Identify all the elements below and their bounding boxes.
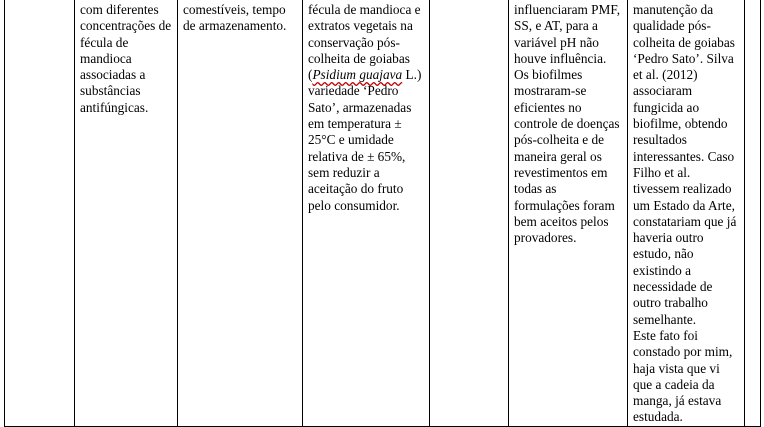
cell-text-part: L.) variedade ‘Pedro Sato’, armazenadas em temperatura ± 25°C e umidade relativa de ± 65%, sem reduzir a aceitação do fruto pelo consumidor. — [308, 67, 422, 213]
table-cell-col6 — [509, 0, 628, 426]
table-cell-col2 — [75, 0, 178, 426]
table-cell-col7 — [628, 0, 745, 426]
cell-text: manutenção da qualidade pós-colheita de goiabas ‘Pedro Sato’. Silva et al. (2012) associaram fungicida ao biofilme, obtendo resultados interessantes. Caso Filho et al. tivessem realizado um Estado da Arte, constatariam que já haveria outro estudo, não existindo a necessidade de outro trabalho semelhante. Este fato foi constado por mim, haja vista que vi que a cadeia da manga, já estava estudada. — [633, 2, 737, 425]
cell-text — [308, 2, 425, 214]
table-cell-col1 — [5, 0, 75, 426]
cell-text-part: fécula de mandioca e extratos vegetais na conservação pós-colheita de goiabas ( — [308, 2, 421, 83]
table-cell-col3 — [178, 0, 303, 426]
species-name: Psidium guajava — [312, 67, 403, 83]
document-table — [4, 0, 761, 427]
table-row — [5, 0, 761, 426]
cell-text: com diferentes concentrações de fécula de mandioca associadas a substâncias antifúngicas. — [80, 2, 172, 115]
table-cell-col4 — [303, 0, 430, 426]
table-cell-col5 — [430, 0, 509, 426]
cell-text: influenciaram PMF, SS, e AT, para a variável pH não houve influência. Os biofilmes mostraram-se eficientes no controle de doenças pós-colheita e de maneira geral os revestimentos em todas as formulações foram bem aceitos pelos provadores. — [514, 2, 621, 246]
table-cell-col8 — [745, 0, 761, 426]
cell-text: comestíveis, tempo de armazenamento. — [183, 2, 287, 34]
